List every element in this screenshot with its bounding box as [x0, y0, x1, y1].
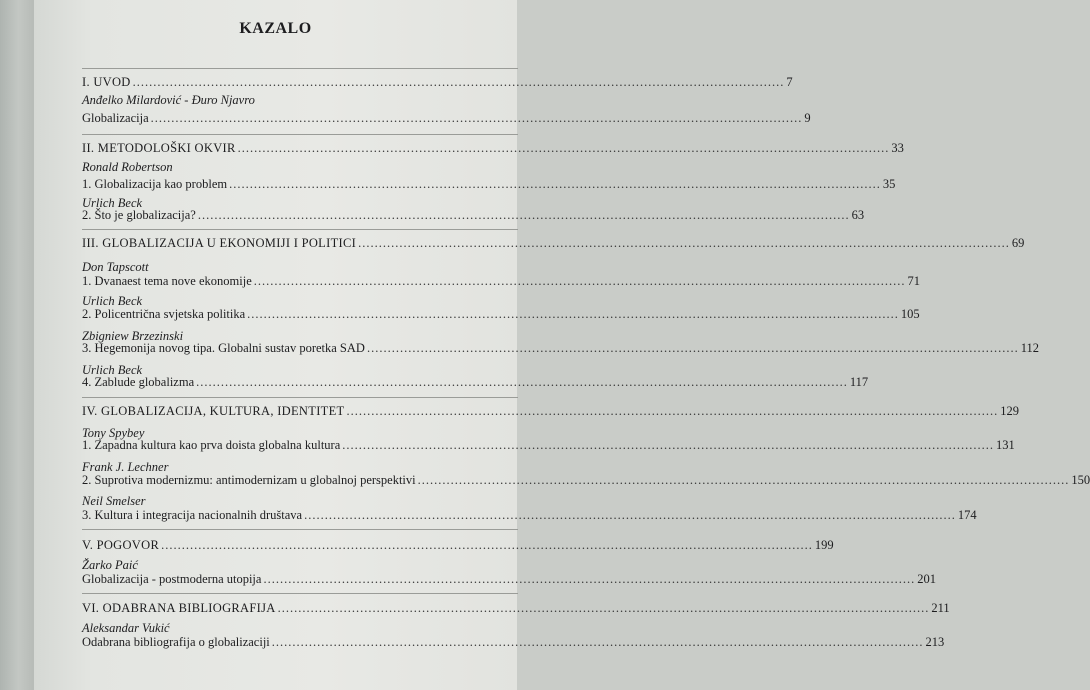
dot-leader [133, 73, 785, 91]
section-heading-text: IV. GLOBALIZACIJA, KULTURA, IDENTITET [82, 404, 345, 418]
page-number: 213 [925, 635, 945, 649]
toc-entry [82, 272, 920, 290]
section-divider [82, 134, 518, 135]
entry-title: Odabrana bibliografija o globalizaciji [82, 635, 270, 649]
page-number: 112 [1020, 341, 1039, 355]
dot-leader [254, 272, 906, 290]
dot-leader [304, 506, 956, 524]
dot-leader [272, 633, 924, 651]
toc-author: Urlich Beck [82, 294, 143, 308]
section-heading-text: V. POGOVOR [82, 538, 160, 552]
dot-leader [263, 570, 915, 588]
toc-section-heading [82, 234, 1025, 252]
book-page [34, 0, 1090, 690]
toc-author: Neil Smelser [82, 494, 146, 508]
toc-entry [82, 175, 896, 193]
section-divider [82, 593, 518, 594]
page-number: 9 [804, 111, 811, 125]
toc-author: Urlich Beck [82, 196, 143, 210]
page-title: KAZALO [239, 20, 312, 37]
dot-leader [418, 471, 1070, 489]
toc-author: Frank J. Lechner [82, 460, 169, 474]
dot-leader [358, 234, 1010, 252]
dot-leader [161, 536, 813, 554]
toc-author: Žarko Paić [82, 558, 138, 572]
toc-author: Anđelko Milardović - Đuro Njavro [82, 93, 255, 107]
page-number: 33 [891, 141, 904, 155]
section-heading-text: II. METODOLOŠKI OKVIR [82, 141, 236, 155]
page-number: 174 [957, 508, 977, 522]
entry-title: 2. Što je globalizacija? [82, 208, 196, 222]
page-number: 201 [917, 572, 936, 586]
entry-title: 3. Kultura i integracija nacionalnih društava [82, 508, 303, 522]
entry-title: 1. Zapadna kultura kao prva doista globalna kultura [82, 438, 341, 452]
toc-entry [82, 373, 869, 391]
toc-entry [82, 506, 977, 524]
toc-author: Aleksandar Vukić [82, 621, 170, 635]
page-number: 105 [900, 307, 920, 321]
section-divider [82, 229, 518, 230]
toc-entry [82, 471, 1090, 489]
section-heading-text: III. GLOBALIZACIJA U EKONOMIJI I POLITICI [82, 236, 357, 250]
toc-section-heading [82, 599, 950, 617]
dot-leader [229, 175, 881, 193]
section-divider [82, 397, 518, 398]
toc-author: Ronald Robertson [82, 160, 173, 174]
toc-section-heading [82, 536, 834, 554]
toc-entry [82, 109, 811, 127]
entry-title: Globalizacija - postmoderna utopija [82, 572, 262, 586]
toc-entry [82, 206, 865, 224]
toc-author: Zbigniew Brzezinski [82, 329, 184, 343]
dot-leader [247, 305, 899, 323]
toc-entry [82, 305, 920, 323]
toc-entry [82, 633, 945, 651]
dot-leader [196, 373, 848, 391]
section-heading-text: I. UVOD [82, 75, 131, 89]
page-number: 71 [907, 274, 920, 288]
dot-leader [346, 402, 998, 420]
toc-author: Don Tapscott [82, 260, 149, 274]
dot-leader [342, 436, 994, 454]
dot-leader [367, 339, 1019, 357]
entry-title: 2. Suprotiva modernizmu: antimodernizam u globalnoj perspektivi [82, 473, 416, 487]
entry-title: 4. Zablude globalizma [82, 375, 195, 389]
section-divider [82, 529, 518, 530]
toc-entry [82, 436, 1015, 454]
page-number: 69 [1011, 236, 1025, 250]
toc-entry [82, 339, 1039, 357]
table-of-contents [82, 0, 1090, 690]
toc-author: Tony Spybey [82, 426, 145, 440]
section-heading-text: VI. ODABRANA BIBLIOGRAFIJA [82, 601, 276, 615]
page-number: 129 [1000, 404, 1019, 418]
toc-section-heading [82, 73, 793, 91]
dot-leader [278, 599, 930, 617]
entry-title: 2. Policentrična svjetska politika [82, 307, 246, 321]
entry-title: Globalizacija [82, 111, 149, 125]
toc-section-heading [82, 139, 904, 157]
entry-title: 3. Hegemonija novog tipa. Globalni sustav poretka SAD [82, 341, 365, 355]
page-number: 117 [849, 375, 869, 389]
dot-leader [151, 109, 803, 127]
toc-section-heading [82, 402, 1019, 420]
toc-entry [82, 570, 936, 588]
section-divider [82, 68, 518, 69]
dot-leader [198, 206, 850, 224]
page-number: 131 [996, 438, 1015, 452]
page-number: 211 [931, 601, 950, 615]
page-number: 35 [882, 177, 896, 191]
book-spine-edge [0, 0, 34, 690]
page-number: 150 [1071, 473, 1090, 487]
page-number: 63 [851, 208, 865, 222]
dot-leader [238, 139, 890, 157]
page-number: 7 [786, 75, 793, 89]
entry-title: 1. Globalizacija kao problem [82, 177, 228, 191]
page-number: 199 [814, 538, 834, 552]
toc-author: Urlich Beck [82, 363, 143, 377]
entry-title: 1. Dvanaest tema nove ekonomije [82, 274, 252, 288]
